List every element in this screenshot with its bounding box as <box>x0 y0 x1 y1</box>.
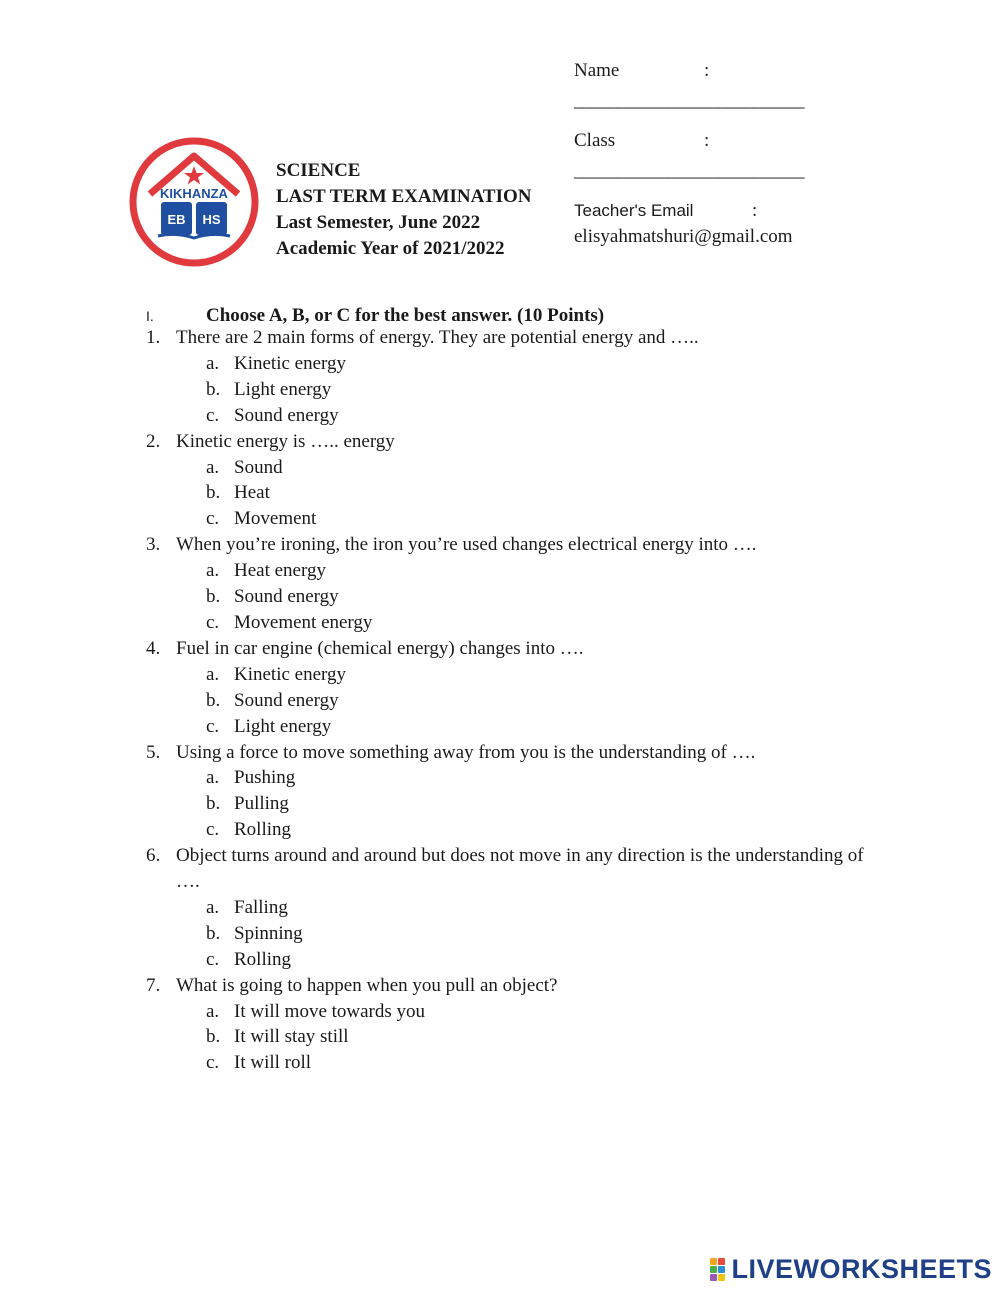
question-item <box>146 325 876 351</box>
question-number: 3. <box>146 534 161 556</box>
option-text: It will roll <box>234 1052 312 1074</box>
answer-option[interactable] <box>206 817 876 843</box>
subject-title: SCIENCE <box>276 160 361 181</box>
option-letter: a. <box>206 352 220 374</box>
answer-option[interactable] <box>206 662 876 688</box>
option-text: It will move towards you <box>234 1000 426 1022</box>
answer-option[interactable] <box>206 558 876 584</box>
class-label: Class <box>574 130 616 151</box>
option-text: Pushing <box>234 767 296 789</box>
class-blank-line[interactable]: ___________________________ <box>574 160 804 181</box>
section-title: Choose A, B, or C for the best answer. (10 Points) <box>206 305 605 326</box>
question-text: Kinetic energy is ….. energy <box>176 430 395 452</box>
option-text: Sound <box>234 456 283 478</box>
option-letter: a. <box>206 1000 220 1022</box>
logo-left-text: EB <box>167 212 186 227</box>
brand-block <box>718 1258 725 1265</box>
email-colon: : <box>752 200 758 221</box>
answer-option[interactable] <box>206 610 876 636</box>
option-text: Movement <box>234 508 317 530</box>
logo-top-text: KIKHANZA <box>160 186 228 201</box>
option-letter: c. <box>206 508 220 530</box>
question-number: 4. <box>146 637 161 659</box>
option-letter: b. <box>206 1026 221 1048</box>
exam-title: LAST TERM EXAMINATION <box>276 186 532 207</box>
option-text: Rolling <box>234 819 292 841</box>
option-letter: c. <box>206 611 220 633</box>
option-letter: b. <box>206 586 221 608</box>
answer-option[interactable] <box>206 791 876 817</box>
question-item <box>146 429 876 455</box>
option-text: Pulling <box>234 793 289 815</box>
option-letter: b. <box>206 378 221 400</box>
option-text: Falling <box>234 896 288 918</box>
option-text: Rolling <box>234 948 292 970</box>
school-logo-icon <box>128 136 260 268</box>
name-row <box>574 60 709 82</box>
option-text: It will stay still <box>234 1026 349 1048</box>
option-letter: c. <box>206 948 220 970</box>
section-numeral: I. <box>146 308 154 324</box>
brand-block <box>718 1274 725 1281</box>
option-text: Heat <box>234 482 270 504</box>
answer-option[interactable] <box>206 1024 876 1050</box>
option-text: Kinetic energy <box>234 663 347 685</box>
option-letter: b. <box>206 689 221 711</box>
answer-option[interactable] <box>206 999 876 1025</box>
answer-option[interactable] <box>206 947 876 973</box>
option-letter: a. <box>206 663 220 685</box>
answer-option[interactable] <box>206 455 876 481</box>
email-row <box>574 200 757 222</box>
logo-right-text: HS <box>202 212 221 227</box>
option-letter: c. <box>206 404 220 426</box>
answer-option[interactable] <box>206 895 876 921</box>
question-text: Object turns around and around but does not move in any direction is the understanding of …. <box>176 845 864 893</box>
semester-text: Last Semester, June 2022 <box>276 212 481 233</box>
option-text: Sound energy <box>234 689 339 711</box>
option-letter: a. <box>206 767 220 789</box>
answer-option[interactable] <box>206 377 876 403</box>
question-list <box>146 325 876 1076</box>
answer-option[interactable] <box>206 714 876 740</box>
answer-option[interactable] <box>206 403 876 429</box>
brand-block <box>710 1274 717 1281</box>
question-item <box>146 843 876 895</box>
academic-year-text: Academic Year of 2021/2022 <box>276 238 505 259</box>
option-text: Light energy <box>234 378 332 400</box>
question-text: Using a force to move something away from you is the understanding of …. <box>176 741 756 763</box>
option-letter: c. <box>206 715 220 737</box>
question-text: When you’re ironing, the iron you’re used changes electrical energy into …. <box>176 534 757 556</box>
answer-option[interactable] <box>206 351 876 377</box>
option-text: Movement energy <box>234 611 373 633</box>
liveworksheets-brand <box>710 1254 992 1285</box>
answer-option[interactable] <box>206 584 876 610</box>
option-letter: c. <box>206 1052 220 1074</box>
question-item <box>146 636 876 662</box>
option-letter: b. <box>206 482 221 504</box>
brand-block <box>710 1258 717 1265</box>
answer-option[interactable] <box>206 688 876 714</box>
question-number: 7. <box>146 974 161 996</box>
question-text: Fuel in car engine (chemical energy) changes into …. <box>176 637 584 659</box>
school-logo <box>128 136 260 268</box>
question-number: 6. <box>146 845 161 867</box>
option-text: Spinning <box>234 922 303 944</box>
teacher-email: elisyahmatshuri@gmail.com <box>574 226 793 247</box>
brand-text: LIVEWORKSHEETS <box>731 1254 992 1284</box>
question-text: There are 2 main forms of energy. They are potential energy and ….. <box>176 327 699 348</box>
exam-header <box>276 158 532 262</box>
option-text: Kinetic energy <box>234 352 347 374</box>
answer-option[interactable] <box>206 765 876 791</box>
brand-blocks-icon <box>710 1258 725 1281</box>
option-letter: a. <box>206 560 220 582</box>
answer-option[interactable] <box>206 506 876 532</box>
option-letter: a. <box>206 456 220 478</box>
question-number: 2. <box>146 430 161 452</box>
section-heading <box>146 305 604 327</box>
question-item <box>146 532 876 558</box>
name-label: Name <box>574 60 620 81</box>
brand-block <box>718 1266 725 1273</box>
question-item <box>146 740 876 766</box>
question-number: 5. <box>146 741 161 763</box>
answer-option[interactable] <box>206 1050 876 1076</box>
question-item <box>146 973 876 999</box>
answer-option[interactable] <box>206 480 876 506</box>
email-label: Teacher's Email <box>574 201 694 220</box>
name-colon: : <box>704 60 710 81</box>
brand-block <box>710 1266 717 1273</box>
question-number: 1. <box>146 327 161 348</box>
question-text: What is going to happen when you pull an object? <box>176 974 558 996</box>
answer-option[interactable] <box>206 921 876 947</box>
option-text: Light energy <box>234 715 332 737</box>
option-letter: b. <box>206 793 221 815</box>
option-text: Sound energy <box>234 404 339 426</box>
name-blank-line[interactable]: ___________________________ <box>574 90 804 111</box>
option-letter: b. <box>206 922 221 944</box>
option-text: Heat energy <box>234 560 326 582</box>
option-letter: c. <box>206 819 220 841</box>
option-text: Sound energy <box>234 586 339 608</box>
class-row <box>574 130 709 152</box>
option-letter: a. <box>206 896 220 918</box>
class-colon: : <box>704 130 710 151</box>
